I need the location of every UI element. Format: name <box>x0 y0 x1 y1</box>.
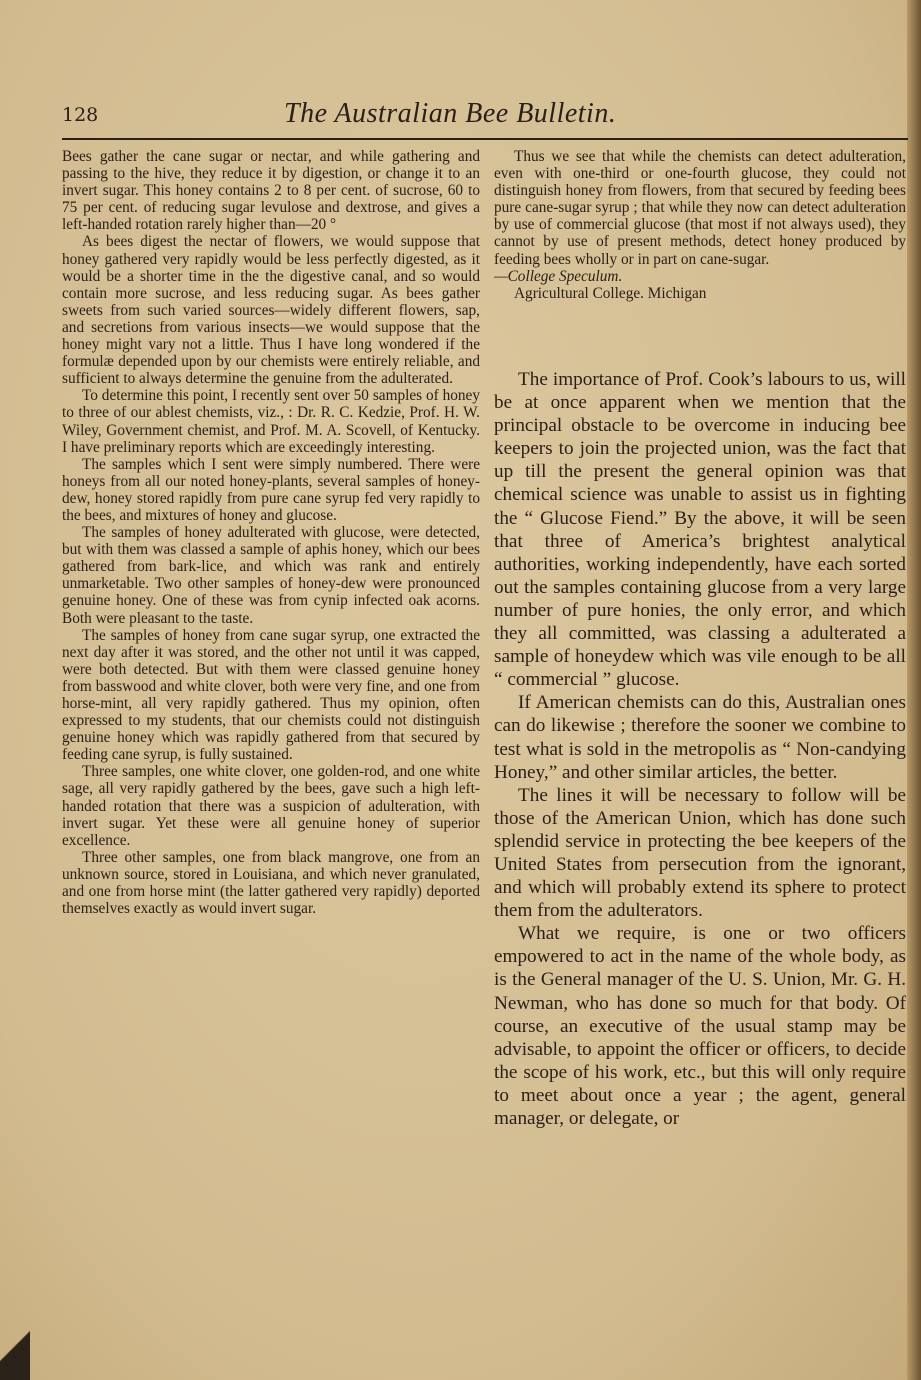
torn-corner <box>0 1310 30 1380</box>
paragraph: To determine this point, I recently sent over 50 samples of honey to three of our ablest chemists, viz., : Dr. R. C. Kedzie, Prof. H. W. Wiley, Government chemist, and Prof. M. A. Scovell, of Kentucky. I have preliminary reports which are exceedingly interesting. <box>62 387 480 456</box>
source-signature: —College Speculum. <box>494 267 623 285</box>
paragraph: The samples of honey from cane sugar syrup, one extracted the next day after it was stored, and the other not until it was capped, were both detected. But with them were classed genuine honey from basswood and white clover, both were very fine, and one from horse-mint, all very rapidly gathered. Thus my opinion, often expressed to my students, that our chemists could not distinguish genuine honey which was rapidly gathered from that secured by feeding cane syrup, is fully sustained. <box>62 626 480 764</box>
journal-title: The Australian Bee Bulletin. <box>284 98 617 129</box>
right-column-editorial <box>494 368 906 1368</box>
paragraph: The samples which I sent were simply numbered. There were honeys from all our noted honey-plants, several samples of honey-dew, honey stored rapidly from pure cane syrup fed very rapidly to the bees, and mixtures of honey and glucose. <box>62 455 480 524</box>
page-header <box>62 98 912 138</box>
editorial-paragraph: If American chemists can do this, Australian ones can do likewise ; therefore the sooner we combine to test what is sold in the metropolis as “ Non-candying Honey,” and other similar articles, the better. <box>494 692 906 783</box>
page-number: 128 <box>62 104 99 126</box>
paragraph: As bees digest the nectar of flowers, we would suppose that honey gathered very rapidly would be less perfectly digested, as it would be a shorter time in the the digestive canal, and so would contain more sucrose, and less reducing sugar. As bees gather sweets from such varied sources—widely different flowers, sap, and secretions from various insects—we would suppose that the honey might vary not a little. Thus I have long wondered if the formulæ depended upon by our chemists were entirely reliable, and sufficient to always determine the genuine from the adulterated. <box>62 233 480 388</box>
paragraph: Three other samples, one from black mangrove, one from an unknown source, stored in Louisiana, and which never granulated, and one from horse mint (the latter gathered very rapidly) deported themselves exactly as would invert sugar. <box>62 848 480 918</box>
quotation-paragraph: Thus we see that while the chemists can detect adulteration, even with one-third or one-fourth glucose, they could not distinguish honey from flowers, from that secured by feeding bees pure cane-sugar syrup ; that while they now can detect adulteration by use of commercial glucose (that most if not always used), they cannot by use of present methods, detect honey produced by feeding bees wholly or in part on cane-sugar. <box>494 148 906 268</box>
editorial-paragraph: The importance of Prof. Cook’s labours to us, will be at once apparent when we mention that the principal obstacle to be overcome in inducing bee keepers to join the projected union, was the fact that up till the present the general opinion was that chemical science was unable to assist us in fighting the “ Glucose Fiend.” By the above, it will be seen that three of America’s brightest analytical authorities, working independently, have each sorted out the samples containing glucose from a very large number of pure honies, the only error, and which they all committed, was classing a adulterated a sample of honeydew which was vile enough to be all “ commercial ” glucose. <box>494 369 906 691</box>
header-rule <box>62 138 908 140</box>
editorial-paragraph: What we require, is one or two officers empowered to act in the name of the whole body, as is the General manager of the U. S. Union, Mr. G. H. Newman, who has done so much for that body. Of course, an executive of the usual stamp may be advisable, to appoint the officer or officers, to decide the scope of his work, etc., but this will only require to meet about once a year ; the agent, general manager, or delegate, or <box>494 923 906 1129</box>
source-affiliation: Agricultural College. Michigan <box>514 284 707 302</box>
paragraph: The samples of honey adulterated with glucose, were detected, but with them was classed a sample of aphis honey, which our bees gathered from bark-lice, and which was rank and entirely unmarketable. Two other samples of honey-dew were pronounced genuine honey. One of these was from cynip infected oak acorns. Both were pleasant to the taste. <box>62 524 480 627</box>
paragraph: Bees gather the cane sugar or nectar, and while gathering and passing to the hive, they reduce it by digestion, or change it to an invert sugar. This honey contains 2 to 8 per cent. of sucrose, 60 to 75 per cent. of reducing sugar levulose and dextrose, and gives a left-handed rotation rarely higher than—20 ° <box>62 148 480 234</box>
right-column-quotation <box>494 148 906 302</box>
editorial-paragraph: The lines it will be necessary to follow will be those of the American Union, which has done such splendid service in protecting the bee keepers of the United States from persecution from the ignorant, and which will probably extend its sphere to protect them from the adulterators. <box>494 784 906 922</box>
page-spine-shadow <box>907 0 921 1380</box>
left-column <box>62 148 480 1368</box>
paragraph: Three samples, one white clover, one golden-rod, and one white sage, all very rapidly gathered by the bees, gave such a high left-handed rotation that there was a suspicion of adulteration, with invert sugar. Yet these were all genuine honey of superior excellence. <box>62 763 480 849</box>
